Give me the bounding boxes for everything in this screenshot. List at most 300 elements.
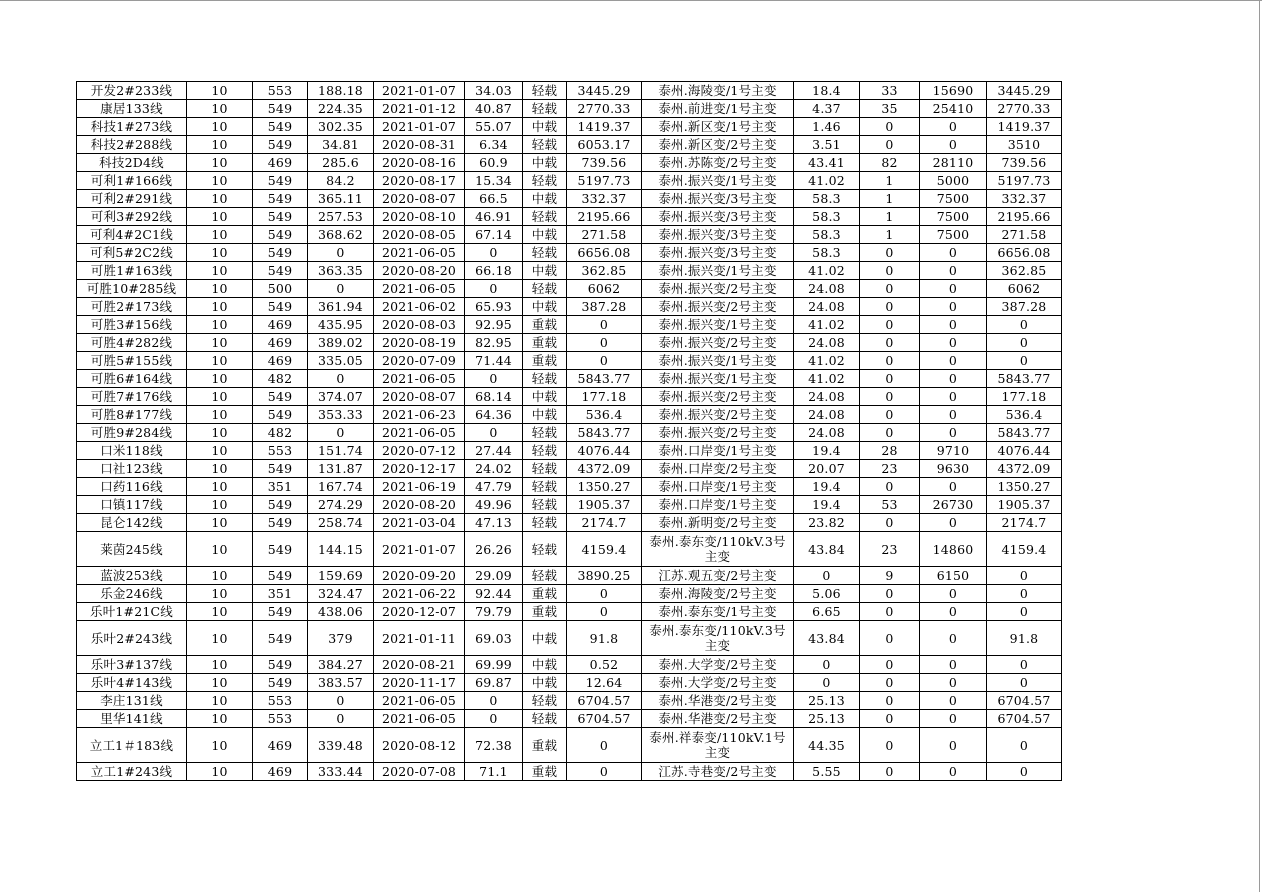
date-cell: 2020-12-07 [374, 603, 465, 621]
user-capacity-cell: 0 [920, 763, 987, 781]
remaining-capacity-cell: 2195.66 [987, 208, 1062, 226]
max-current-cell: 285.6 [308, 154, 374, 172]
date-cell: 2020-09-20 [374, 567, 465, 585]
feeder-load-table [76, 81, 1062, 781]
user-capacity-cell: 0 [920, 621, 987, 656]
max-current-cell: 0 [308, 280, 374, 298]
load-status-cell: 轻载 [523, 424, 567, 442]
date-cell: 2020-12-17 [374, 460, 465, 478]
transformer-cell: 泰州.泰东变/110kV.3号主变 [642, 532, 794, 567]
feeder-name-cell: 可利2#291线 [77, 190, 187, 208]
table-row [77, 298, 1062, 316]
rated-current-cell: 469 [253, 352, 308, 370]
available-capacity-cell: 4159.4 [567, 532, 642, 567]
rated-current-cell: 469 [253, 154, 308, 172]
feeder-name-cell: 立工1#243线 [77, 763, 187, 781]
rated-current-cell: 553 [253, 82, 308, 100]
rated-current-cell: 549 [253, 532, 308, 567]
table-row [77, 82, 1062, 100]
date-cell: 2020-08-17 [374, 172, 465, 190]
remaining-capacity-cell: 1419.37 [987, 118, 1062, 136]
transformer-load-cell: 0 [794, 674, 860, 692]
rated-current-cell: 549 [253, 514, 308, 532]
page-right-border [1259, 0, 1260, 892]
table-row [77, 208, 1062, 226]
rated-current-cell: 482 [253, 424, 308, 442]
available-capacity-cell: 6656.08 [567, 244, 642, 262]
user-capacity-cell: 0 [920, 298, 987, 316]
remaining-capacity-cell: 739.56 [987, 154, 1062, 172]
feeder-name-cell: 乐叶4#143线 [77, 674, 187, 692]
transformer-cell: 泰州.前进变/1号主变 [642, 100, 794, 118]
voltage-cell: 10 [187, 190, 253, 208]
transformer-cell: 泰州.振兴变/3号主变 [642, 208, 794, 226]
available-capacity-cell: 332.37 [567, 190, 642, 208]
load-rate-cell: 66.18 [465, 262, 523, 280]
load-status-cell: 轻载 [523, 532, 567, 567]
user-capacity-cell: 0 [920, 316, 987, 334]
rated-current-cell: 469 [253, 316, 308, 334]
available-capacity-cell: 271.58 [567, 226, 642, 244]
feeder-name-cell: 蓝波253线 [77, 567, 187, 585]
rated-current-cell: 549 [253, 262, 308, 280]
remaining-capacity-cell: 91.8 [987, 621, 1062, 656]
table-row [77, 226, 1062, 244]
rated-current-cell: 549 [253, 388, 308, 406]
table-row [77, 692, 1062, 710]
user-count-cell: 0 [860, 692, 920, 710]
remaining-capacity-cell: 2770.33 [987, 100, 1062, 118]
load-rate-cell: 67.14 [465, 226, 523, 244]
load-status-cell: 重载 [523, 728, 567, 763]
remaining-capacity-cell: 387.28 [987, 298, 1062, 316]
load-rate-cell: 6.34 [465, 136, 523, 154]
load-status-cell: 轻载 [523, 496, 567, 514]
max-current-cell: 374.07 [308, 388, 374, 406]
rated-current-cell: 549 [253, 190, 308, 208]
date-cell: 2021-06-19 [374, 478, 465, 496]
remaining-capacity-cell: 4076.44 [987, 442, 1062, 460]
available-capacity-cell: 5197.73 [567, 172, 642, 190]
transformer-load-cell: 25.13 [794, 692, 860, 710]
max-current-cell: 0 [308, 424, 374, 442]
rated-current-cell: 351 [253, 478, 308, 496]
table-row [77, 118, 1062, 136]
user-capacity-cell: 0 [920, 585, 987, 603]
rated-current-cell: 549 [253, 136, 308, 154]
max-current-cell: 363.35 [308, 262, 374, 280]
load-status-cell: 重载 [523, 585, 567, 603]
available-capacity-cell: 1905.37 [567, 496, 642, 514]
load-rate-cell: 24.02 [465, 460, 523, 478]
voltage-cell: 10 [187, 621, 253, 656]
max-current-cell: 258.74 [308, 514, 374, 532]
user-capacity-cell: 0 [920, 352, 987, 370]
voltage-cell: 10 [187, 244, 253, 262]
rated-current-cell: 553 [253, 692, 308, 710]
table-row [77, 406, 1062, 424]
transformer-cell: 泰州.振兴变/2号主变 [642, 424, 794, 442]
user-count-cell: 0 [860, 656, 920, 674]
load-status-cell: 重载 [523, 763, 567, 781]
user-capacity-cell: 0 [920, 514, 987, 532]
user-count-cell: 1 [860, 226, 920, 244]
voltage-cell: 10 [187, 585, 253, 603]
rated-current-cell: 549 [253, 496, 308, 514]
user-capacity-cell: 0 [920, 728, 987, 763]
max-current-cell: 274.29 [308, 496, 374, 514]
date-cell: 2021-06-02 [374, 298, 465, 316]
date-cell: 2021-01-11 [374, 621, 465, 656]
page-top-border [0, 0, 1262, 1]
max-current-cell: 389.02 [308, 334, 374, 352]
max-current-cell: 435.95 [308, 316, 374, 334]
feeder-name-cell: 科技1#273线 [77, 118, 187, 136]
remaining-capacity-cell: 2174.7 [987, 514, 1062, 532]
user-count-cell: 0 [860, 334, 920, 352]
load-status-cell: 中载 [523, 406, 567, 424]
user-count-cell: 0 [860, 406, 920, 424]
load-status-cell: 轻载 [523, 100, 567, 118]
load-rate-cell: 79.79 [465, 603, 523, 621]
load-status-cell: 轻载 [523, 82, 567, 100]
rated-current-cell: 549 [253, 621, 308, 656]
max-current-cell: 368.62 [308, 226, 374, 244]
rated-current-cell: 549 [253, 118, 308, 136]
transformer-cell: 泰州.振兴变/1号主变 [642, 172, 794, 190]
voltage-cell: 10 [187, 406, 253, 424]
transformer-cell: 泰州.口岸变/1号主变 [642, 496, 794, 514]
max-current-cell: 339.48 [308, 728, 374, 763]
available-capacity-cell: 2770.33 [567, 100, 642, 118]
remaining-capacity-cell: 177.18 [987, 388, 1062, 406]
user-count-cell: 0 [860, 316, 920, 334]
table-row [77, 370, 1062, 388]
transformer-cell: 泰州.新区变/1号主变 [642, 118, 794, 136]
max-current-cell: 159.69 [308, 567, 374, 585]
rated-current-cell: 351 [253, 585, 308, 603]
remaining-capacity-cell: 0 [987, 763, 1062, 781]
date-cell: 2021-03-04 [374, 514, 465, 532]
user-count-cell: 0 [860, 424, 920, 442]
user-count-cell: 23 [860, 532, 920, 567]
rated-current-cell: 482 [253, 370, 308, 388]
remaining-capacity-cell: 6704.57 [987, 692, 1062, 710]
user-count-cell: 0 [860, 298, 920, 316]
load-rate-cell: 47.13 [465, 514, 523, 532]
date-cell: 2020-08-20 [374, 262, 465, 280]
user-capacity-cell: 0 [920, 692, 987, 710]
user-count-cell: 0 [860, 603, 920, 621]
max-current-cell: 0 [308, 244, 374, 262]
transformer-load-cell: 41.02 [794, 352, 860, 370]
date-cell: 2020-07-12 [374, 442, 465, 460]
transformer-cell: 泰州.口岸变/2号主变 [642, 460, 794, 478]
remaining-capacity-cell: 4159.4 [987, 532, 1062, 567]
available-capacity-cell: 3445.29 [567, 82, 642, 100]
load-rate-cell: 60.9 [465, 154, 523, 172]
transformer-load-cell: 43.84 [794, 621, 860, 656]
feeder-name-cell: 口米118线 [77, 442, 187, 460]
voltage-cell: 10 [187, 532, 253, 567]
rated-current-cell: 549 [253, 567, 308, 585]
user-capacity-cell: 7500 [920, 190, 987, 208]
load-status-cell: 中载 [523, 656, 567, 674]
remaining-capacity-cell: 0 [987, 603, 1062, 621]
table-row [77, 585, 1062, 603]
date-cell: 2021-01-12 [374, 100, 465, 118]
max-current-cell: 144.15 [308, 532, 374, 567]
table-row [77, 496, 1062, 514]
available-capacity-cell: 4372.09 [567, 460, 642, 478]
user-count-cell: 0 [860, 370, 920, 388]
load-status-cell: 中载 [523, 154, 567, 172]
table-row [77, 154, 1062, 172]
voltage-cell: 10 [187, 603, 253, 621]
feeder-name-cell: 科技2#288线 [77, 136, 187, 154]
date-cell: 2020-11-17 [374, 674, 465, 692]
date-cell: 2020-08-16 [374, 154, 465, 172]
transformer-load-cell: 4.37 [794, 100, 860, 118]
max-current-cell: 0 [308, 692, 374, 710]
date-cell: 2021-01-07 [374, 118, 465, 136]
user-capacity-cell: 0 [920, 710, 987, 728]
remaining-capacity-cell: 4372.09 [987, 460, 1062, 478]
max-current-cell: 438.06 [308, 603, 374, 621]
remaining-capacity-cell: 1905.37 [987, 496, 1062, 514]
rated-current-cell: 553 [253, 442, 308, 460]
load-status-cell: 重载 [523, 352, 567, 370]
remaining-capacity-cell: 3445.29 [987, 82, 1062, 100]
user-count-cell: 23 [860, 460, 920, 478]
available-capacity-cell: 0 [567, 603, 642, 621]
remaining-capacity-cell: 0 [987, 316, 1062, 334]
transformer-load-cell: 5.55 [794, 763, 860, 781]
date-cell: 2021-06-22 [374, 585, 465, 603]
feeder-name-cell: 可胜5#155线 [77, 352, 187, 370]
user-count-cell: 9 [860, 567, 920, 585]
available-capacity-cell: 6062 [567, 280, 642, 298]
load-rate-cell: 46.91 [465, 208, 523, 226]
available-capacity-cell: 0 [567, 316, 642, 334]
user-capacity-cell: 0 [920, 118, 987, 136]
date-cell: 2020-08-03 [374, 316, 465, 334]
date-cell: 2020-07-08 [374, 763, 465, 781]
date-cell: 2021-06-05 [374, 710, 465, 728]
transformer-cell: 泰州.振兴变/1号主变 [642, 262, 794, 280]
load-rate-cell: 69.87 [465, 674, 523, 692]
transformer-cell: 泰州.新区变/2号主变 [642, 136, 794, 154]
max-current-cell: 188.18 [308, 82, 374, 100]
user-capacity-cell: 5000 [920, 172, 987, 190]
transformer-load-cell: 19.4 [794, 442, 860, 460]
transformer-load-cell: 23.82 [794, 514, 860, 532]
table-row [77, 567, 1062, 585]
feeder-name-cell: 乐叶3#137线 [77, 656, 187, 674]
feeder-name-cell: 可胜4#282线 [77, 334, 187, 352]
remaining-capacity-cell: 0 [987, 674, 1062, 692]
rated-current-cell: 469 [253, 763, 308, 781]
max-current-cell: 302.35 [308, 118, 374, 136]
feeder-name-cell: 口社123线 [77, 460, 187, 478]
transformer-cell: 泰州.振兴变/1号主变 [642, 316, 794, 334]
available-capacity-cell: 3890.25 [567, 567, 642, 585]
transformer-load-cell: 19.4 [794, 478, 860, 496]
max-current-cell: 0 [308, 710, 374, 728]
remaining-capacity-cell: 6656.08 [987, 244, 1062, 262]
voltage-cell: 10 [187, 692, 253, 710]
feeder-name-cell: 可胜2#173线 [77, 298, 187, 316]
voltage-cell: 10 [187, 334, 253, 352]
max-current-cell: 224.35 [308, 100, 374, 118]
available-capacity-cell: 12.64 [567, 674, 642, 692]
load-rate-cell: 34.03 [465, 82, 523, 100]
load-rate-cell: 0 [465, 692, 523, 710]
transformer-load-cell: 43.84 [794, 532, 860, 567]
transformer-cell: 泰州.新明变/2号主变 [642, 514, 794, 532]
rated-current-cell: 469 [253, 728, 308, 763]
max-current-cell: 335.05 [308, 352, 374, 370]
rated-current-cell: 549 [253, 100, 308, 118]
load-rate-cell: 55.07 [465, 118, 523, 136]
load-status-cell: 轻载 [523, 244, 567, 262]
remaining-capacity-cell: 5197.73 [987, 172, 1062, 190]
user-capacity-cell: 0 [920, 280, 987, 298]
table-row [77, 316, 1062, 334]
user-count-cell: 1 [860, 190, 920, 208]
load-rate-cell: 69.99 [465, 656, 523, 674]
table-row [77, 478, 1062, 496]
voltage-cell: 10 [187, 514, 253, 532]
voltage-cell: 10 [187, 136, 253, 154]
max-current-cell: 257.53 [308, 208, 374, 226]
transformer-cell: 泰州.振兴变/1号主变 [642, 352, 794, 370]
transformer-cell: 泰州.振兴变/2号主变 [642, 280, 794, 298]
load-status-cell: 中载 [523, 118, 567, 136]
voltage-cell: 10 [187, 478, 253, 496]
max-current-cell: 384.27 [308, 656, 374, 674]
user-count-cell: 1 [860, 172, 920, 190]
user-capacity-cell: 0 [920, 334, 987, 352]
feeder-name-cell: 可利5#2C2线 [77, 244, 187, 262]
load-status-cell: 中载 [523, 674, 567, 692]
date-cell: 2021-01-07 [374, 82, 465, 100]
user-capacity-cell: 0 [920, 136, 987, 154]
available-capacity-cell: 0.52 [567, 656, 642, 674]
date-cell: 2020-08-12 [374, 728, 465, 763]
feeder-name-cell: 康居133线 [77, 100, 187, 118]
rated-current-cell: 549 [253, 244, 308, 262]
remaining-capacity-cell: 0 [987, 656, 1062, 674]
user-count-cell: 0 [860, 674, 920, 692]
transformer-load-cell: 24.08 [794, 406, 860, 424]
feeder-name-cell: 昆仑142线 [77, 514, 187, 532]
transformer-load-cell: 24.08 [794, 298, 860, 316]
voltage-cell: 10 [187, 208, 253, 226]
rated-current-cell: 500 [253, 280, 308, 298]
load-rate-cell: 69.03 [465, 621, 523, 656]
voltage-cell: 10 [187, 567, 253, 585]
available-capacity-cell: 177.18 [567, 388, 642, 406]
transformer-cell: 泰州.华港变/2号主变 [642, 692, 794, 710]
transformer-cell: 泰州.大学变/2号主变 [642, 674, 794, 692]
max-current-cell: 131.87 [308, 460, 374, 478]
transformer-cell: 泰州.口岸变/1号主变 [642, 478, 794, 496]
user-count-cell: 0 [860, 710, 920, 728]
table-row [77, 710, 1062, 728]
table-row [77, 136, 1062, 154]
transformer-cell: 泰州.泰东变/110kV.3号主变 [642, 621, 794, 656]
available-capacity-cell: 6053.17 [567, 136, 642, 154]
date-cell: 2021-06-23 [374, 406, 465, 424]
rated-current-cell: 469 [253, 334, 308, 352]
rated-current-cell: 549 [253, 298, 308, 316]
date-cell: 2020-08-31 [374, 136, 465, 154]
user-capacity-cell: 0 [920, 406, 987, 424]
table-row [77, 532, 1062, 567]
voltage-cell: 10 [187, 370, 253, 388]
load-status-cell: 轻载 [523, 370, 567, 388]
available-capacity-cell: 362.85 [567, 262, 642, 280]
load-status-cell: 轻载 [523, 710, 567, 728]
user-capacity-cell: 6150 [920, 567, 987, 585]
remaining-capacity-cell: 536.4 [987, 406, 1062, 424]
load-status-cell: 轻载 [523, 208, 567, 226]
feeder-name-cell: 开发2#233线 [77, 82, 187, 100]
voltage-cell: 10 [187, 154, 253, 172]
transformer-cell: 泰州.振兴变/2号主变 [642, 388, 794, 406]
transformer-load-cell: 24.08 [794, 424, 860, 442]
user-capacity-cell: 15690 [920, 82, 987, 100]
table-row [77, 621, 1062, 656]
rated-current-cell: 549 [253, 208, 308, 226]
voltage-cell: 10 [187, 100, 253, 118]
max-current-cell: 0 [308, 370, 374, 388]
date-cell: 2020-08-10 [374, 208, 465, 226]
transformer-cell: 泰州.振兴变/2号主变 [642, 334, 794, 352]
table-row [77, 244, 1062, 262]
user-capacity-cell: 7500 [920, 226, 987, 244]
transformer-load-cell: 24.08 [794, 334, 860, 352]
voltage-cell: 10 [187, 710, 253, 728]
available-capacity-cell: 739.56 [567, 154, 642, 172]
available-capacity-cell: 4076.44 [567, 442, 642, 460]
feeder-name-cell: 莱茵245线 [77, 532, 187, 567]
rated-current-cell: 549 [253, 226, 308, 244]
load-status-cell: 中载 [523, 388, 567, 406]
date-cell: 2020-08-05 [374, 226, 465, 244]
load-status-cell: 轻载 [523, 514, 567, 532]
load-rate-cell: 92.44 [465, 585, 523, 603]
transformer-load-cell: 58.3 [794, 226, 860, 244]
feeder-name-cell: 李庄131线 [77, 692, 187, 710]
available-capacity-cell: 91.8 [567, 621, 642, 656]
available-capacity-cell: 6704.57 [567, 710, 642, 728]
transformer-cell: 泰州.泰东变/1号主变 [642, 603, 794, 621]
feeder-name-cell: 科技2D4线 [77, 154, 187, 172]
load-status-cell: 重载 [523, 603, 567, 621]
user-count-cell: 0 [860, 280, 920, 298]
rated-current-cell: 549 [253, 406, 308, 424]
load-status-cell: 轻载 [523, 442, 567, 460]
load-status-cell: 轻载 [523, 692, 567, 710]
feeder-name-cell: 可胜10#285线 [77, 280, 187, 298]
load-rate-cell: 26.26 [465, 532, 523, 567]
user-count-cell: 0 [860, 136, 920, 154]
voltage-cell: 10 [187, 656, 253, 674]
table-row [77, 460, 1062, 478]
voltage-cell: 10 [187, 728, 253, 763]
